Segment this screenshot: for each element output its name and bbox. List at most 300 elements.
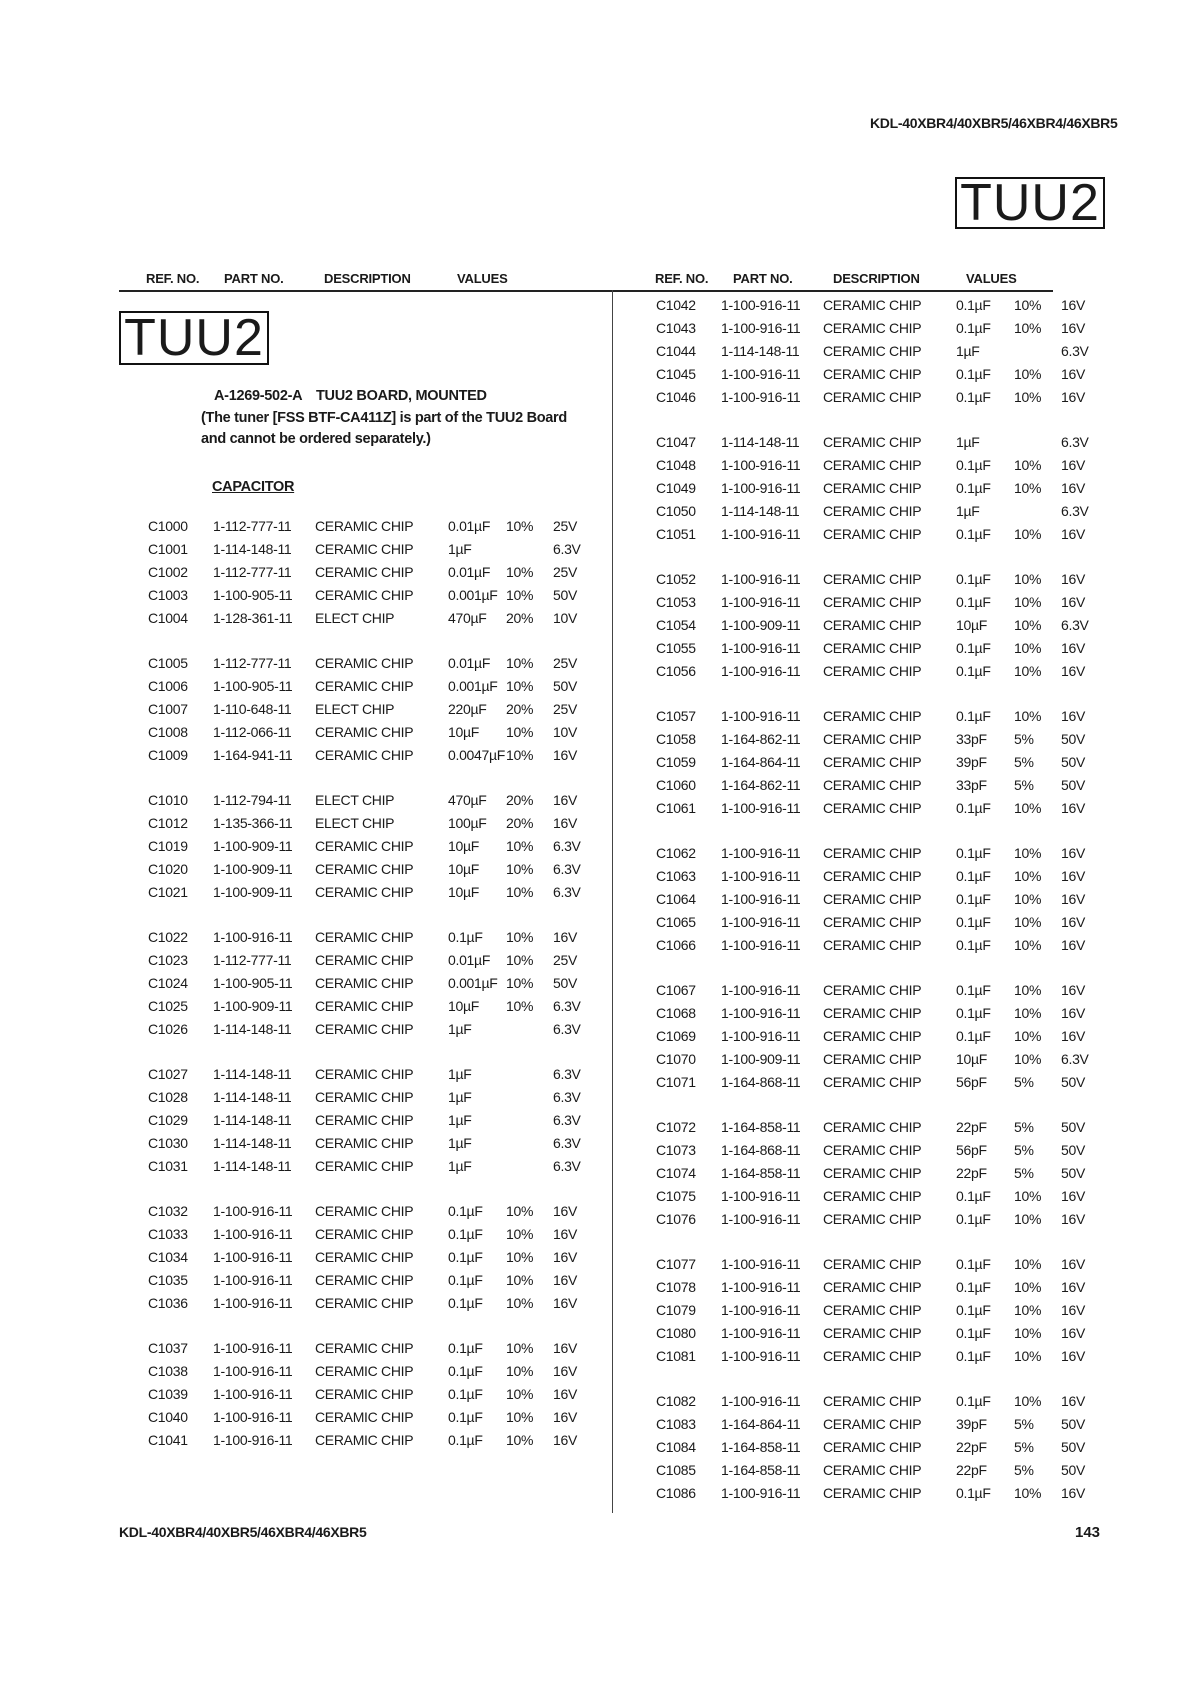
table-row — [148, 812, 598, 834]
value-cell: 0.0047µF — [448, 747, 506, 763]
table-row — [656, 842, 1106, 864]
ref-no-cell: C1024 — [148, 975, 188, 991]
value-cell: 0.01µF — [448, 564, 491, 580]
value-cell: 22pF — [956, 1119, 987, 1135]
description-cell: CERAMIC CHIP — [315, 1409, 414, 1425]
voltage-cell: 6.3V — [553, 541, 581, 557]
value-cell: 0.1µF — [956, 891, 991, 907]
tolerance-cell: 20% — [506, 701, 534, 717]
table-row — [148, 1109, 598, 1131]
ref-no-cell: C1044 — [656, 343, 696, 359]
tolerance-cell: 10% — [506, 952, 534, 968]
value-cell: 10µF — [448, 884, 479, 900]
tolerance-cell: 10% — [1014, 663, 1042, 679]
table-row — [148, 926, 598, 948]
description-cell: CERAMIC CHIP — [315, 1386, 414, 1402]
ref-no-cell: C1061 — [656, 800, 696, 816]
tolerance-cell: 10% — [1014, 1005, 1042, 1021]
part-no-cell: 1-114-148-11 — [213, 541, 292, 557]
value-cell: 0.1µF — [448, 1386, 483, 1402]
voltage-cell: 6.3V — [1061, 1051, 1089, 1067]
ref-no-cell: C1041 — [148, 1432, 188, 1448]
value-cell: 0.1µF — [956, 366, 991, 382]
ref-no-cell: C1022 — [148, 929, 188, 945]
part-no-cell: 1-100-916-11 — [721, 366, 801, 382]
tolerance-cell: 10% — [1014, 845, 1042, 861]
tolerance-cell: 10% — [506, 975, 534, 991]
value-cell: 0.1µF — [956, 389, 991, 405]
part-no-cell: 1-100-916-11 — [721, 526, 801, 542]
value-cell: 0.1µF — [448, 1272, 483, 1288]
part-no-cell: 1-114-148-11 — [721, 503, 800, 519]
ref-no-cell: C1081 — [656, 1348, 696, 1364]
table-row — [148, 1337, 598, 1359]
value-cell: 0.1µF — [956, 480, 991, 496]
voltage-cell: 16V — [553, 1386, 578, 1402]
description-cell: CERAMIC CHIP — [823, 800, 922, 816]
description-cell: ELECT CHIP — [315, 610, 395, 626]
part-no-cell: 1-100-916-11 — [721, 594, 801, 610]
voltage-cell: 50V — [553, 975, 578, 991]
page-header-model: KDL-40XBR4/40XBR5/46XBR4/46XBR5 — [870, 115, 1118, 131]
table-row — [656, 591, 1106, 613]
table-row — [148, 972, 598, 994]
ref-no-cell: C1005 — [148, 655, 188, 671]
voltage-cell: 25V — [553, 564, 578, 580]
voltage-cell: 50V — [1061, 777, 1086, 793]
table-row — [148, 675, 598, 697]
ref-no-cell: C1083 — [656, 1416, 696, 1432]
tolerance-cell: 20% — [506, 792, 534, 808]
value-cell: 100µF — [448, 815, 487, 831]
table-row — [656, 500, 1106, 522]
voltage-cell: 6.3V — [553, 1089, 581, 1105]
value-cell: 1µF — [448, 1112, 472, 1128]
table-row — [656, 1345, 1106, 1367]
tolerance-cell: 10% — [1014, 640, 1042, 656]
ref-no-cell: C1070 — [656, 1051, 696, 1067]
table-row — [656, 1002, 1106, 1024]
tolerance-cell: 10% — [506, 884, 534, 900]
table-row — [148, 698, 598, 720]
tolerance-cell: 10% — [506, 1226, 534, 1242]
col-header-description: DESCRIPTION — [833, 271, 920, 286]
tolerance-cell: 5% — [1014, 777, 1034, 793]
ref-no-cell: C1035 — [148, 1272, 188, 1288]
value-cell: 0.1µF — [956, 457, 991, 473]
value-cell: 470µF — [448, 610, 487, 626]
part-no-cell: 1-164-858-11 — [721, 1462, 801, 1478]
description-cell: CERAMIC CHIP — [823, 1051, 922, 1067]
table-row — [148, 1406, 598, 1428]
voltage-cell: 16V — [1061, 1393, 1086, 1409]
voltage-cell: 6.3V — [1061, 617, 1089, 633]
part-no-cell: 1-114-148-11 — [213, 1021, 292, 1037]
ref-no-cell: C1080 — [656, 1325, 696, 1341]
value-cell: 0.001µF — [448, 587, 498, 603]
value-cell: 1µF — [448, 1158, 472, 1174]
tolerance-cell: 10% — [1014, 1256, 1042, 1272]
value-cell: 0.1µF — [448, 1203, 483, 1219]
voltage-cell: 16V — [1061, 526, 1086, 542]
table-row — [148, 515, 598, 537]
part-no-cell: 1-100-916-11 — [721, 708, 801, 724]
ref-no-cell: C1012 — [148, 815, 188, 831]
part-no-cell: 1-100-916-11 — [213, 1226, 293, 1242]
part-no-cell: 1-100-909-11 — [721, 1051, 801, 1067]
part-no-cell: 1-100-916-11 — [213, 1363, 293, 1379]
ref-no-cell: C1002 — [148, 564, 188, 580]
table-row — [656, 979, 1106, 1001]
part-no-cell: 1-100-916-11 — [721, 1325, 801, 1341]
value-cell: 1µF — [448, 1089, 472, 1105]
ref-no-cell: C1037 — [148, 1340, 188, 1356]
value-cell: 0.1µF — [956, 1005, 991, 1021]
description-cell: CERAMIC CHIP — [315, 1089, 414, 1105]
part-no-cell: 1-100-916-11 — [721, 1485, 801, 1501]
part-no-cell: 1-100-916-11 — [721, 800, 801, 816]
description-cell: CERAMIC CHIP — [823, 914, 922, 930]
tolerance-cell: 10% — [1014, 457, 1042, 473]
ref-no-cell: C1064 — [656, 891, 696, 907]
table-row — [656, 865, 1106, 887]
part-no-cell: 1-112-777-11 — [213, 518, 292, 534]
table-row — [656, 1208, 1106, 1230]
ref-no-cell: C1006 — [148, 678, 188, 694]
tolerance-cell: 10% — [506, 518, 534, 534]
description-cell: CERAMIC CHIP — [315, 1295, 414, 1311]
description-cell: CERAMIC CHIP — [823, 1119, 922, 1135]
tolerance-cell: 10% — [1014, 480, 1042, 496]
part-no-cell: 1-100-909-11 — [213, 998, 293, 1014]
ref-no-cell: C1031 — [148, 1158, 188, 1174]
tolerance-cell: 10% — [1014, 1302, 1042, 1318]
voltage-cell: 16V — [1061, 663, 1086, 679]
tolerance-cell: 5% — [1014, 1416, 1034, 1432]
tolerance-cell: 5% — [1014, 1439, 1034, 1455]
table-row — [148, 881, 598, 903]
table-row — [656, 294, 1106, 316]
ref-no-cell: C1007 — [148, 701, 188, 717]
description-cell: CERAMIC CHIP — [315, 884, 414, 900]
table-row — [148, 1246, 598, 1268]
voltage-cell: 50V — [1061, 1462, 1086, 1478]
voltage-cell: 16V — [1061, 1188, 1086, 1204]
tolerance-cell: 10% — [506, 1409, 534, 1425]
tolerance-cell: 10% — [506, 838, 534, 854]
part-no-cell: 1-100-916-11 — [721, 1348, 801, 1364]
part-no-cell: 1-164-858-11 — [721, 1439, 801, 1455]
table-row — [656, 523, 1106, 545]
part-no-cell: 1-100-916-11 — [213, 1432, 293, 1448]
part-no-cell: 1-164-868-11 — [721, 1142, 801, 1158]
tolerance-cell: 10% — [506, 1432, 534, 1448]
value-cell: 1µF — [448, 1066, 472, 1082]
voltage-cell: 25V — [553, 701, 578, 717]
table-row — [656, 888, 1106, 910]
part-no-cell: 1-100-909-11 — [213, 838, 293, 854]
part-no-cell: 1-100-916-11 — [721, 1005, 801, 1021]
voltage-cell: 16V — [1061, 982, 1086, 998]
ref-no-cell: C1067 — [656, 982, 696, 998]
part-no-cell: 1-100-916-11 — [721, 457, 801, 473]
description-cell: CERAMIC CHIP — [823, 480, 922, 496]
ref-no-cell: C1069 — [656, 1028, 696, 1044]
voltage-cell: 16V — [553, 1363, 578, 1379]
ref-no-cell: C1039 — [148, 1386, 188, 1402]
tolerance-cell: 10% — [506, 998, 534, 1014]
ref-no-cell: C1068 — [656, 1005, 696, 1021]
description-cell: CERAMIC CHIP — [315, 678, 414, 694]
board-note-line-2: and cannot be ordered separately.) — [201, 431, 431, 447]
value-cell: 0.001µF — [448, 678, 498, 694]
tolerance-cell: 10% — [1014, 1028, 1042, 1044]
ref-no-cell: C1028 — [148, 1089, 188, 1105]
board-part-no: A-1269-502-A — [214, 388, 303, 404]
part-no-cell: 1-100-916-11 — [721, 1028, 801, 1044]
part-no-cell: 1-100-916-11 — [721, 1256, 801, 1272]
table-row — [656, 1436, 1106, 1458]
ref-no-cell: C1001 — [148, 541, 188, 557]
table-row — [656, 363, 1106, 385]
ref-no-cell: C1073 — [656, 1142, 696, 1158]
tolerance-cell: 10% — [1014, 1348, 1042, 1364]
part-no-cell: 1-164-862-11 — [721, 731, 801, 747]
tolerance-cell: 10% — [506, 861, 534, 877]
voltage-cell: 16V — [553, 1432, 578, 1448]
part-no-cell: 1-100-905-11 — [213, 678, 293, 694]
table-row — [656, 386, 1106, 408]
part-no-cell: 1-100-916-11 — [213, 1409, 293, 1425]
description-cell: CERAMIC CHIP — [823, 1325, 922, 1341]
ref-no-cell: C1036 — [148, 1295, 188, 1311]
table-row — [148, 995, 598, 1017]
voltage-cell: 25V — [553, 518, 578, 534]
ref-no-cell: C1052 — [656, 571, 696, 587]
voltage-cell: 16V — [553, 929, 578, 945]
description-cell: CERAMIC CHIP — [823, 708, 922, 724]
description-cell: CERAMIC CHIP — [315, 998, 414, 1014]
board-tag: TUU2 — [119, 311, 269, 365]
part-no-cell: 1-100-916-11 — [721, 914, 801, 930]
part-no-cell: 1-114-148-11 — [721, 434, 800, 450]
ref-no-cell: C1009 — [148, 747, 188, 763]
voltage-cell: 16V — [1061, 640, 1086, 656]
tolerance-cell: 10% — [506, 564, 534, 580]
ref-no-cell: C1048 — [656, 457, 696, 473]
ref-no-cell: C1051 — [656, 526, 696, 542]
tolerance-cell: 10% — [1014, 800, 1042, 816]
ref-no-cell: C1026 — [148, 1021, 188, 1037]
ref-no-cell: C1025 — [148, 998, 188, 1014]
description-cell: CERAMIC CHIP — [823, 731, 922, 747]
description-cell: CERAMIC CHIP — [315, 587, 414, 603]
value-cell: 10µF — [448, 998, 479, 1014]
voltage-cell: 50V — [1061, 731, 1086, 747]
tolerance-cell: 10% — [506, 747, 534, 763]
voltage-cell: 16V — [1061, 800, 1086, 816]
section-tag: TUU2 — [955, 177, 1105, 229]
description-cell: CERAMIC CHIP — [823, 1462, 922, 1478]
value-cell: 0.1µF — [956, 640, 991, 656]
voltage-cell: 50V — [1061, 1074, 1086, 1090]
col-header-ref-no: REF. NO. — [146, 271, 200, 286]
ref-no-cell: C1057 — [656, 708, 696, 724]
part-no-cell: 1-100-916-11 — [721, 982, 801, 998]
value-cell: 10µF — [448, 724, 479, 740]
tolerance-cell: 10% — [506, 1340, 534, 1356]
description-cell: CERAMIC CHIP — [823, 297, 922, 313]
description-cell: CERAMIC CHIP — [823, 1005, 922, 1021]
tolerance-cell: 10% — [1014, 891, 1042, 907]
ref-no-cell: C1058 — [656, 731, 696, 747]
value-cell: 0.1µF — [956, 937, 991, 953]
value-cell: 0.1µF — [956, 571, 991, 587]
value-cell: 10µF — [448, 838, 479, 854]
voltage-cell: 16V — [1061, 1211, 1086, 1227]
ref-no-cell: C1010 — [148, 792, 188, 808]
table-row — [656, 934, 1106, 956]
value-cell: 33pF — [956, 777, 987, 793]
value-cell: 0.1µF — [448, 929, 483, 945]
part-no-cell: 1-128-361-11 — [213, 610, 293, 626]
table-row — [656, 317, 1106, 339]
value-cell: 0.1µF — [956, 1256, 991, 1272]
table-row — [656, 1413, 1106, 1435]
voltage-cell: 25V — [553, 952, 578, 968]
value-cell: 0.1µF — [956, 1485, 991, 1501]
voltage-cell: 16V — [553, 1272, 578, 1288]
value-cell: 1µF — [956, 503, 980, 519]
voltage-cell: 16V — [553, 1295, 578, 1311]
col-header-values: VALUES — [966, 271, 1017, 286]
ref-no-cell: C1004 — [148, 610, 188, 626]
description-cell: CERAMIC CHIP — [823, 1393, 922, 1409]
table-row — [148, 858, 598, 880]
part-no-cell: 1-100-916-11 — [213, 1203, 293, 1219]
table-row — [148, 1086, 598, 1108]
table-row — [656, 1048, 1106, 1070]
table-row — [656, 1162, 1106, 1184]
part-no-cell: 1-164-868-11 — [721, 1074, 801, 1090]
ref-no-cell: C1043 — [656, 320, 696, 336]
voltage-cell: 50V — [1061, 1142, 1086, 1158]
table-row — [148, 1200, 598, 1222]
voltage-cell: 16V — [1061, 571, 1086, 587]
tolerance-cell: 10% — [1014, 1325, 1042, 1341]
value-cell: 0.1µF — [448, 1295, 483, 1311]
description-cell: CERAMIC CHIP — [315, 747, 414, 763]
description-cell: CERAMIC CHIP — [315, 1203, 414, 1219]
part-no-cell: 1-100-916-11 — [721, 845, 801, 861]
description-cell: CERAMIC CHIP — [823, 868, 922, 884]
tolerance-cell: 10% — [1014, 1485, 1042, 1501]
description-cell: CERAMIC CHIP — [823, 1302, 922, 1318]
table-row — [656, 1253, 1106, 1275]
ref-no-cell: C1021 — [148, 884, 188, 900]
value-cell: 22pF — [956, 1439, 987, 1455]
value-cell: 0.1µF — [956, 708, 991, 724]
part-no-cell: 1-164-941-11 — [213, 747, 293, 763]
value-cell: 470µF — [448, 792, 487, 808]
voltage-cell: 6.3V — [553, 861, 581, 877]
ref-no-cell: C1027 — [148, 1066, 188, 1082]
tolerance-cell: 5% — [1014, 1462, 1034, 1478]
value-cell: 0.1µF — [448, 1363, 483, 1379]
tolerance-cell: 10% — [506, 1386, 534, 1402]
value-cell: 10µF — [956, 1051, 987, 1067]
description-cell: CERAMIC CHIP — [315, 861, 414, 877]
part-no-cell: 1-100-909-11 — [213, 861, 293, 877]
part-no-cell: 1-112-777-11 — [213, 655, 292, 671]
part-no-cell: 1-100-916-11 — [213, 1272, 293, 1288]
value-cell: 1µF — [448, 541, 472, 557]
voltage-cell: 6.3V — [553, 1158, 581, 1174]
table-row — [148, 1360, 598, 1382]
value-cell: 0.1µF — [956, 297, 991, 313]
ref-no-cell: C1053 — [656, 594, 696, 610]
description-cell: CERAMIC CHIP — [823, 571, 922, 587]
tolerance-cell: 5% — [1014, 1165, 1034, 1181]
voltage-cell: 16V — [1061, 389, 1086, 405]
description-cell: ELECT CHIP — [315, 792, 395, 808]
header-rule — [119, 290, 1053, 292]
voltage-cell: 10V — [553, 724, 578, 740]
voltage-cell: 16V — [1061, 1005, 1086, 1021]
value-cell: 39pF — [956, 1416, 987, 1432]
tolerance-cell: 10% — [506, 587, 534, 603]
part-no-cell: 1-100-916-11 — [721, 891, 801, 907]
value-cell: 1µF — [448, 1135, 472, 1151]
voltage-cell: 25V — [553, 655, 578, 671]
voltage-cell: 16V — [1061, 1028, 1086, 1044]
tolerance-cell: 10% — [1014, 1051, 1042, 1067]
ref-no-cell: C1066 — [656, 937, 696, 953]
tolerance-cell: 10% — [506, 1203, 534, 1219]
col-header-part-no: PART NO. — [224, 271, 284, 286]
description-cell: CERAMIC CHIP — [823, 1256, 922, 1272]
voltage-cell: 16V — [553, 1203, 578, 1219]
board-note-line-1: (The tuner [FSS BTF-CA411Z] is part of the TUU2 Board — [201, 410, 567, 426]
description-cell: CERAMIC CHIP — [823, 1028, 922, 1044]
table-row — [656, 705, 1106, 727]
ref-no-cell: C1042 — [656, 297, 696, 313]
description-cell: CERAMIC CHIP — [823, 343, 922, 359]
part-no-cell: 1-100-916-11 — [721, 1302, 801, 1318]
description-cell: CERAMIC CHIP — [823, 320, 922, 336]
ref-no-cell: C1003 — [148, 587, 188, 603]
table-row — [656, 454, 1106, 476]
table-row — [656, 1482, 1106, 1504]
value-cell: 0.01µF — [448, 655, 491, 671]
voltage-cell: 50V — [553, 678, 578, 694]
tolerance-cell: 10% — [1014, 982, 1042, 998]
voltage-cell: 16V — [1061, 891, 1086, 907]
part-no-cell: 1-100-909-11 — [213, 884, 293, 900]
voltage-cell: 16V — [553, 1409, 578, 1425]
ref-no-cell: C1020 — [148, 861, 188, 877]
description-cell: CERAMIC CHIP — [315, 1249, 414, 1265]
table-row — [656, 568, 1106, 590]
value-cell: 10µF — [956, 617, 987, 633]
tolerance-cell: 5% — [1014, 731, 1034, 747]
tolerance-cell: 20% — [506, 815, 534, 831]
table-row — [148, 584, 598, 606]
part-no-cell: 1-112-794-11 — [213, 792, 292, 808]
value-cell: 1µF — [448, 1021, 472, 1037]
part-no-cell: 1-164-858-11 — [721, 1165, 801, 1181]
table-row — [656, 1071, 1106, 1093]
